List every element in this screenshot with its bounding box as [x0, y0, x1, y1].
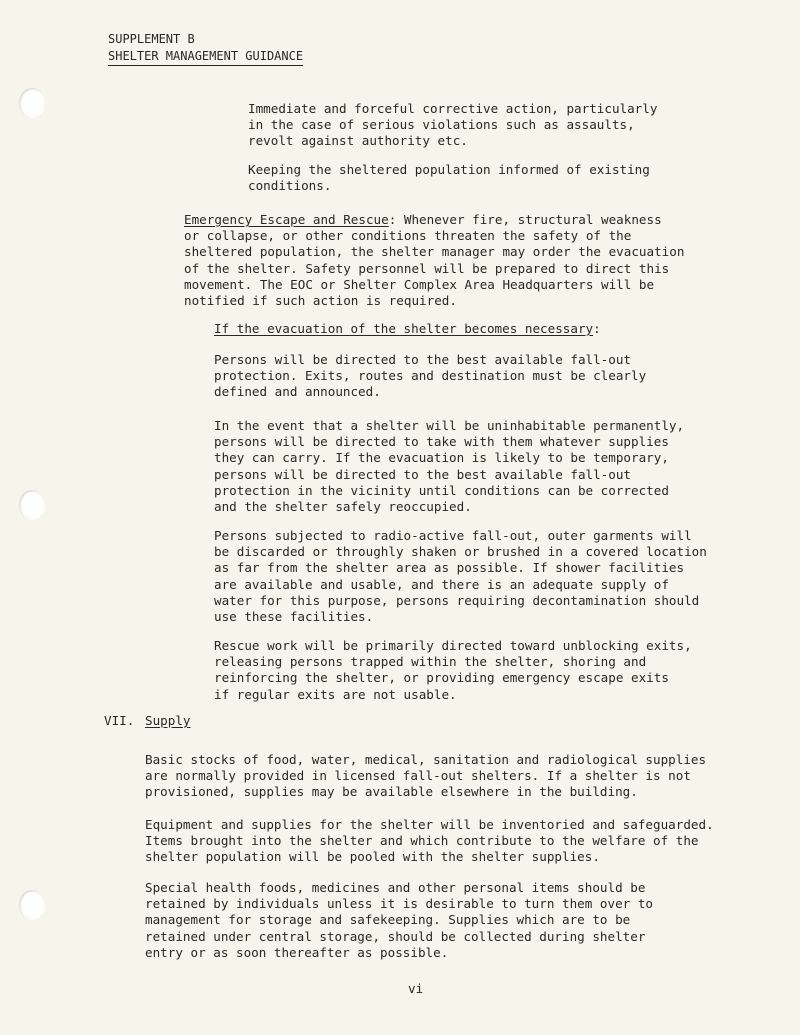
paragraph-evac-4: Rescue work will be primarily directed toward unblocking exits, releasing persons trapped within the shelter, shoring and reinforcing the shelter, or providing emergency escape exits if regular exits are not usable.	[214, 638, 692, 702]
paragraph-supply-1: Basic stocks of food, water, medical, sanitation and radiological supplies are normally provided in licensed fall-out shelters. If a shelter is not provisioned, supplies may be available elsewhere in the building.	[145, 752, 707, 800]
evacuation-heading: If the evacuation of the shelter becomes necessary	[214, 321, 594, 336]
paragraph-evac-3: Persons subjected to radio-active fall-out, outer garments will be discarded or throughly shaken or brushed in a covered location as far from the shelter area as possible. If shower facilities are available and usable, and there is an adequate supply of water for this purpose, persons requiring decontamination should use these facilities.	[214, 528, 707, 625]
section-number: VII.	[104, 713, 135, 728]
paragraph-corrective-action: Immediate and forceful corrective action, particularly in the case of serious violations such as assaults, revolt against authority etc.	[248, 101, 658, 149]
paragraph-keeping-informed: Keeping the sheltered population informed of existing conditions.	[248, 162, 650, 194]
emergency-heading: Emergency Escape and Rescue	[184, 212, 389, 227]
evacuation-heading-line	[214, 321, 601, 337]
punch-hole	[19, 490, 45, 520]
header-title: SHELTER MANAGEMENT GUIDANCE	[108, 48, 303, 66]
page-number: vi	[408, 981, 424, 996]
paragraph-emergency-escape	[184, 212, 684, 309]
section-title: Supply	[145, 713, 191, 728]
paragraph-evac-1: Persons will be directed to the best available fall-out protection. Exits, routes and destination must be clearly defined and announced.	[214, 352, 647, 400]
header-supplement: SUPPLEMENT B	[108, 32, 195, 46]
paragraph-supply-2: Equipment and supplies for the shelter will be inventoried and safeguarded. Items brought into the shelter and which contribute to the welfare of the shelter population will be pooled with the shelter supplies.	[145, 817, 714, 865]
evacuation-colon: :	[593, 321, 601, 336]
punch-hole	[19, 890, 45, 920]
paragraph-evac-2: In the event that a shelter will be uninhabitable permanently, persons will be directed to take with them whatever supplies they can carry. If the evacuation is likely to be temporary, persons will be directed to the best available fall-out protection in the vicinity until conditions can be corrected and the shelter safely reoccupied.	[214, 418, 685, 515]
paragraph-supply-3: Special health foods, medicines and other personal items should be retained by individuals unless it is desirable to turn them over to management for storage and safekeeping. Supplies which are to be retained under central storage, should be collected during shelter entry or as soon thereafter as possible.	[145, 880, 653, 960]
emergency-body: : Whenever fire, structural weakness or collapse, or other conditions threaten the safety of the sheltered population, the shelter manager may order the evacuation of the shelter. Safety personnel will be prepared to direct this movement. The EOC or Shelter Complex Area Headquarters will be notified if such action is required.	[184, 212, 685, 309]
punch-hole	[19, 88, 45, 118]
